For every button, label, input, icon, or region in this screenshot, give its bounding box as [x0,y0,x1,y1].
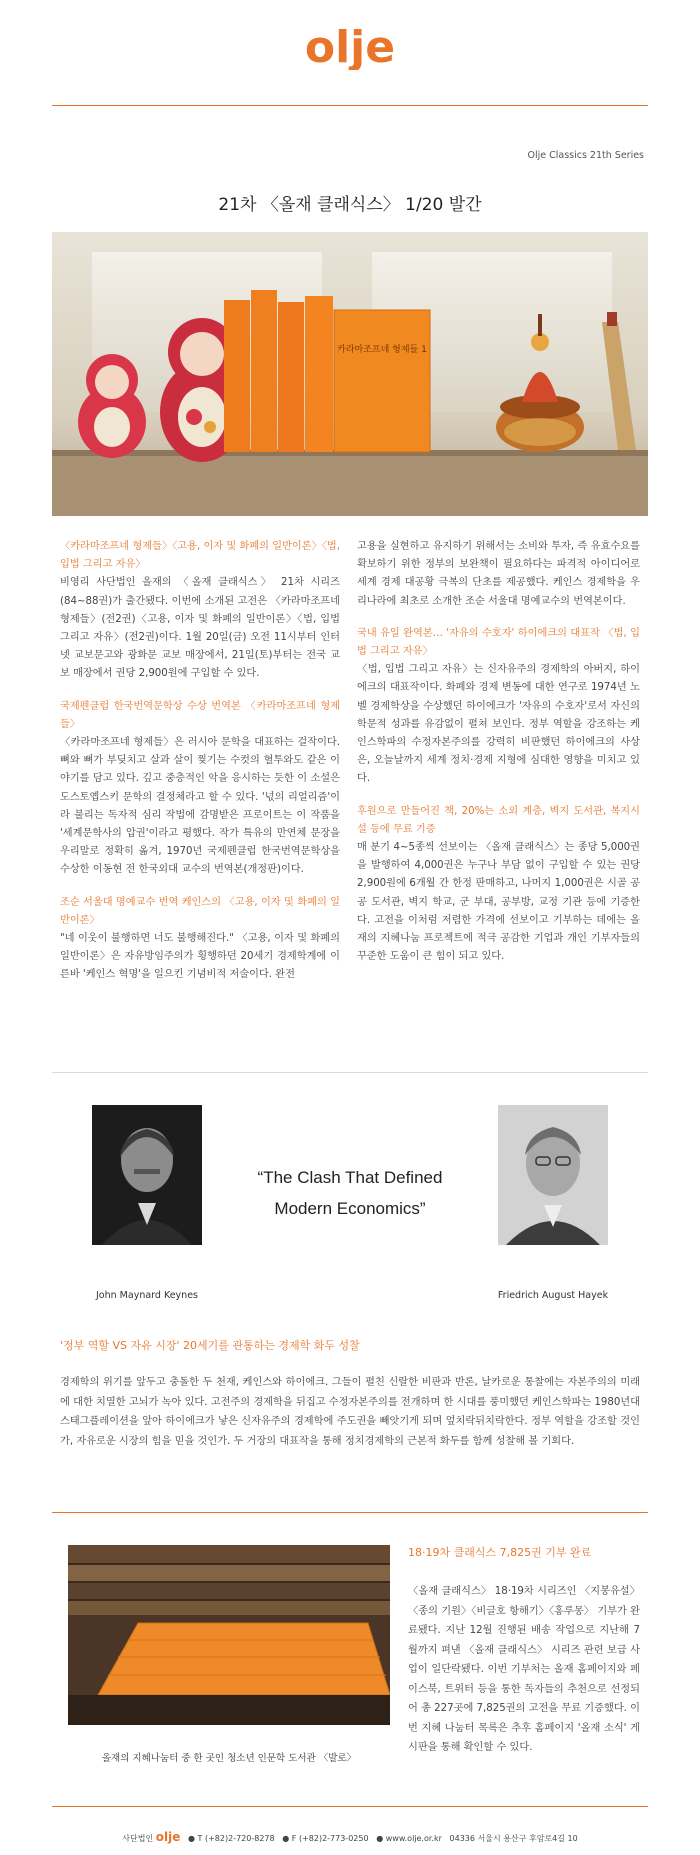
section-body: 〈카라마조프네 형제들〉은 러시아 문학을 대표하는 걸작이다. 뼈와 뼈가 부딪치고 살과 살이 찢기는 수컷의 혈투와도 같은 이야기를 담고 있다. 깊고 중층적인 악을 응시하는 듯한 이 소설은 도스토옙스키 문학의 결정체라고 할 수 있다. '넋의 리얼리즘'이라 불리는 독자적 심리 작법에 감명받은 프로이트는 이 작품을 '세계문학사의 압권'이라고 평했다. 작가 특유의 만연체 문장을 우리말로 정확히 옮겨, 1970년 국제펜클럽 한국번역문학상을 수상한 이동현 전 한국외대 교수의 번역본(개정판)이다. [60,737,340,876]
section-heading: 국제펜클럽 한국번역문학상 수상 번역본 〈카라마조프네 형제들〉 [60,700,340,730]
section-body: "네 이웃이 불행하면 너도 불행해진다." 〈고용, 이자 및 화폐의 일반이론〉은 자유방임주의가 횡행하던 20세기 경제학계에 이른바 '케인스 혁명'을 일으킨 기념비적 저술이다. 완전 [60,933,340,981]
footer-tel[interactable]: (+82)2-720-8278 [204,1834,275,1843]
donation-body: 〈올재 클래식스〉 18·19차 시리즈인 〈지봉유설〉〈종의 기원〉〈비글호 항해기〉〈홍루몽〉 기부가 완료됐다. 지난 12월 진행된 배송 작업으로 지난해 7월까지 펴낸 〈올재 클래식스〉 시리즈 관련 보급 사업이 일단락됐다. 이번 기부처는 올재 홈페이지와 페이스북, 트위터 등을 통한 독자들의 추천으로 선정되어 총 227곳에 7,825권의 고전을 무료 기증했다. 이번 지혜 나눔터 목록은 추후 홈페이지 '올재 소식' 게시판을 통해 확인할 수 있다. [408,1586,640,1753]
book-cover-title: 카라마조프네 형제들 1 [337,345,427,355]
section-body: 매 분기 4~5종씩 선보이는 〈올재 클래식스〉는 종당 5,000권을 발행하여 4,000권은 누구나 부담 없이 구입할 수 있는 권당 2,900원에 6개월 간 한정 판매하고, 나머지 1,000권은 시골 공공 도서관, 벽지 학교, 군 부대, 공부방, 교정 기관 등에 기증한다. 고전을 이처럼 저렴한 가격에 선보이고 기부하는 데에는 올재의 지혜나눔 프로젝트에 적극 공감한 기업과 개인 기부자들의 꾸준한 도움이 큰 힘이 되고 있다. [357,842,640,963]
quote-line: “The Clash That Defined [257,1168,443,1187]
article-block [357,803,640,967]
section-heading: 후원으로 만들어진 책, 20%는 소외 계층, 벽지 도서관, 복지시설 등에 무료 기증 [357,805,640,835]
keynes-portrait [92,1105,202,1245]
series-label: Olje Classics 21th Series [527,150,644,161]
donation-heading: 18·19차 클래식스 7,825권 기부 완료 [408,1546,592,1559]
section-body: 비영리 사단법인 올재의 〈올재 클래식스〉 21차 시리즈(84~88권)가 출간됐다. 이번에 소개된 고전은 〈카라마조프네 형제들〉(전2권)〈고용, 이자 및 화폐의 일반이론〉〈법, 입법 그리고 자유〉(전2권)이다. 1월 20일(금) 오전 11시부터 인터넷 교보문고와 광화문 교보 매장에서, 21일(토)부터는 전국 교보 매장에서 권당 2,900원에 구입할 수 있다. [60,577,340,680]
library-caption: 올재의 지혜나눔터 중 한 곳인 청소년 인문학 도서관 〈발로〉 [101,1753,357,1764]
footer-divider [52,1806,648,1807]
fax-icon: ● [282,1834,290,1843]
footer [0,1830,700,1844]
web-icon: ● [376,1834,384,1843]
right-column [357,538,640,980]
clash-quote [230,1162,470,1224]
article-block [60,698,340,880]
section-divider-orange [52,1512,648,1513]
section-heading: 조순 서울대 명예교수 번역 케인스의 〈고용, 이자 및 화폐의 일반이론〉 [60,896,340,926]
footer-logo[interactable]: olje [155,1830,181,1844]
olje-logo[interactable] [0,22,700,74]
orange-book-rows [98,1623,390,1695]
logo-text: olje [304,22,396,70]
article-block [357,538,640,611]
quote-line: Modern Economics” [274,1199,426,1218]
hero-photo [52,232,648,516]
tel-label: T [197,1834,203,1843]
section-heading: 〈카라마조프네 형제들〉〈고용, 이자 및 화폐의 일반이론〉〈법, 입법 그리고 자유〉 [60,541,340,571]
section-body: 고용을 실현하고 유지하기 위해서는 소비와 투자, 즉 유효수요를 확보하기 위한 정부의 보완책이 필요하다는 파격적 아이디어로 세계 경제 대공황 극복의 단초를 제공했다. 케인스 경제학을 우리나라에 최초로 소개한 조순 서울대 명예교수의 번역본이다. [357,541,640,607]
header-divider [52,105,648,106]
footer-address: 04336 서울시 용산구 후암로4길 10 [449,1834,578,1843]
page-title: 21차 〈올재 클래식스〉 1/20 발간 [218,195,482,215]
footer-org-prefix: 사단법인 [122,1834,154,1843]
keynes-caption: John Maynard Keynes [96,1290,198,1301]
clash-body: 경제학의 위기를 앞두고 충돌한 두 천재, 케인스와 하이에크. 그들이 펼친 신랄한 비판과 반론, 날카로운 통찰에는 자본주의의 미래에 대한 치열한 고뇌가 녹아 있다. 고전주의 경제학을 뒤집고 수정자본주의를 전개하며 한 시대를 풍미했던 케인스학파는 1980년대 스태그플레이션을 앞아 하이에크가 낳은 신자유주의 경제학에 주도권을 빼앗기게 되며 엎치락뒤치락한다. 정부 역할을 강조할 것인가, 자유로운 시장의 힘을 믿을 것인가. 두 거장의 대표작을 통해 정치경제학의 근본적 화두를 함께 성찰해 볼 기회다. [60,1377,640,1447]
article-block [60,894,340,985]
section-divider [52,1072,648,1073]
phone-icon: ● [188,1834,195,1843]
footer-web-link[interactable]: www.olje.or.kr [385,1834,442,1843]
article-block [60,538,340,684]
left-column [60,538,340,999]
library-photo [68,1545,390,1725]
section-heading: 국내 유일 완역본… '자유의 수호자' 하이에크의 대표작 〈법, 입법 그리고 자유〉 [357,627,640,658]
fax-label: F [291,1834,297,1843]
orange-books [224,290,430,452]
hayek-caption: Friedrich August Hayek [497,1290,609,1301]
section-body: 〈법, 입법 그리고 자유〉는 신자유주의 경제학의 아버지, 하이에크의 대표작이다. 화폐와 경제 변동에 대한 연구로 1974년 노벨 경제학상을 수상했던 하이에크가 '자유의 수호자'로서 자신의 학문적 성과를 유감없이 펼쳐 보인다. 정부 역할을 강조하는 케인스학파의 수정자본주의를 강력히 비판했던 하이에크의 사상은, 오늘날까지 세계 정치·경제 지형에 심대한 영향을 미치고 있다. [357,664,640,785]
article-block [357,625,640,789]
clash-heading: '정부 역할 VS 자유 시장' 20세기를 관통하는 경제학 화두 성찰 [60,1339,360,1352]
footer-fax: (+82)2-773-0250 [298,1834,369,1843]
hayek-portrait [498,1105,608,1245]
